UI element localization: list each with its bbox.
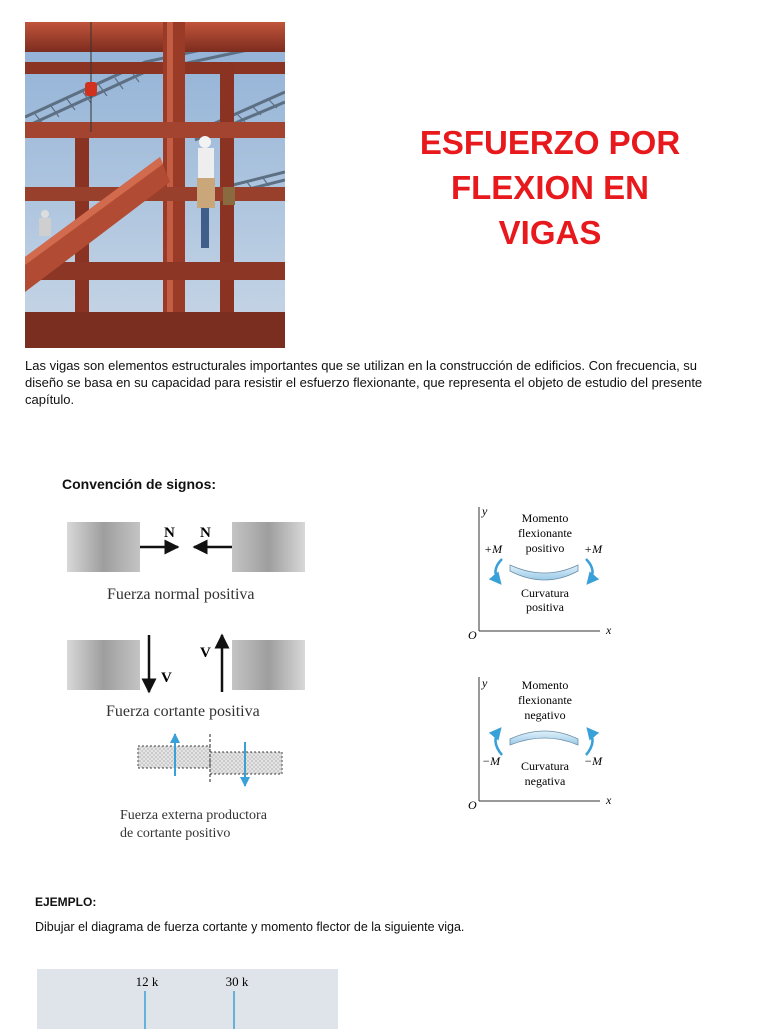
axis-y-label: y bbox=[482, 504, 488, 518]
moment-label-line-2: flexionante bbox=[518, 526, 572, 540]
curvature-label-line-2: negativa bbox=[524, 774, 566, 788]
origin-label: O bbox=[468, 628, 477, 642]
negative-curvature-beam bbox=[510, 731, 578, 745]
external-caption-line-1: Fuerza externa productora bbox=[120, 808, 267, 823]
shear-force-diagram bbox=[60, 630, 310, 698]
left-block bbox=[67, 640, 140, 690]
example-beam-svg bbox=[37, 969, 338, 1029]
example-beam-figure bbox=[37, 969, 338, 1029]
right-moment-label: −M bbox=[584, 754, 603, 768]
sign-convention-heading: Convención de signos: bbox=[62, 476, 217, 492]
right-moment-arrow bbox=[586, 559, 593, 583]
positive-curvature-beam bbox=[510, 565, 578, 580]
external-shear-diagram bbox=[135, 732, 285, 787]
curvature-label-line-1: Curvatura bbox=[521, 759, 569, 773]
normal-force-diagram bbox=[60, 515, 310, 580]
left-block bbox=[67, 522, 140, 572]
title-line-3: VIGAS bbox=[498, 214, 602, 251]
normal-force-caption: Fuerza normal positiva bbox=[107, 586, 255, 603]
negative-moment-diagram bbox=[460, 673, 620, 813]
steel-frame-photo bbox=[25, 22, 285, 348]
example-heading: EJEMPLO: bbox=[35, 895, 97, 909]
left-moment-label: +M bbox=[484, 542, 503, 556]
right-moment-label: +M bbox=[584, 542, 603, 556]
title-line-2: FLEXION EN bbox=[450, 169, 650, 206]
normal-label-right: N bbox=[200, 525, 211, 541]
left-moment-label: −M bbox=[482, 754, 501, 768]
axis-x-label: x bbox=[606, 623, 612, 637]
external-caption-line-2: de cortante positivo bbox=[120, 826, 231, 841]
load-2-label: 30 k bbox=[225, 974, 249, 989]
axis-x-label: x bbox=[606, 793, 612, 807]
external-force-caption bbox=[120, 807, 340, 843]
example-text: Dibujar el diagrama de fuerza cortante y momento flector de la siguiente viga. bbox=[35, 920, 465, 934]
shear-force-caption: Fuerza cortante positiva bbox=[106, 703, 260, 720]
right-block bbox=[232, 522, 305, 572]
title-line-1: ESFUERZO POR bbox=[419, 124, 681, 161]
axis-y-label: y bbox=[482, 676, 488, 690]
intro-paragraph: Las vigas son elementos estructurales importantes que se utilizan en la construcción de edificios. Con frecuencia, su diseño se basa en su capacidad para resistir el esfuerzo flexionante, que representa el objeto de estudio del presente capítulo. bbox=[25, 358, 703, 407]
moment-label-line-1: Momento bbox=[521, 678, 569, 692]
load-1-label: 12 k bbox=[135, 974, 159, 989]
shear-label-right: V bbox=[200, 645, 211, 661]
left-moment-arrow bbox=[495, 729, 502, 755]
right-block bbox=[232, 640, 305, 690]
normal-label-left: N bbox=[164, 525, 175, 541]
shear-label-left: V bbox=[161, 670, 172, 686]
left-moment-arrow bbox=[495, 559, 502, 583]
page-title bbox=[400, 120, 700, 255]
moment-label-line-3: positivo bbox=[525, 541, 565, 555]
moment-label-line-1: Momento bbox=[521, 511, 569, 525]
positive-moment-diagram bbox=[460, 503, 620, 643]
curvature-label-line-2: positiva bbox=[526, 600, 564, 614]
curvature-label-line-1: Curvatura bbox=[521, 586, 569, 600]
moment-label-line-2: flexionante bbox=[518, 693, 572, 707]
moment-label-line-3: negativo bbox=[524, 708, 566, 722]
origin-label: O bbox=[468, 798, 477, 812]
right-moment-arrow bbox=[586, 729, 593, 755]
